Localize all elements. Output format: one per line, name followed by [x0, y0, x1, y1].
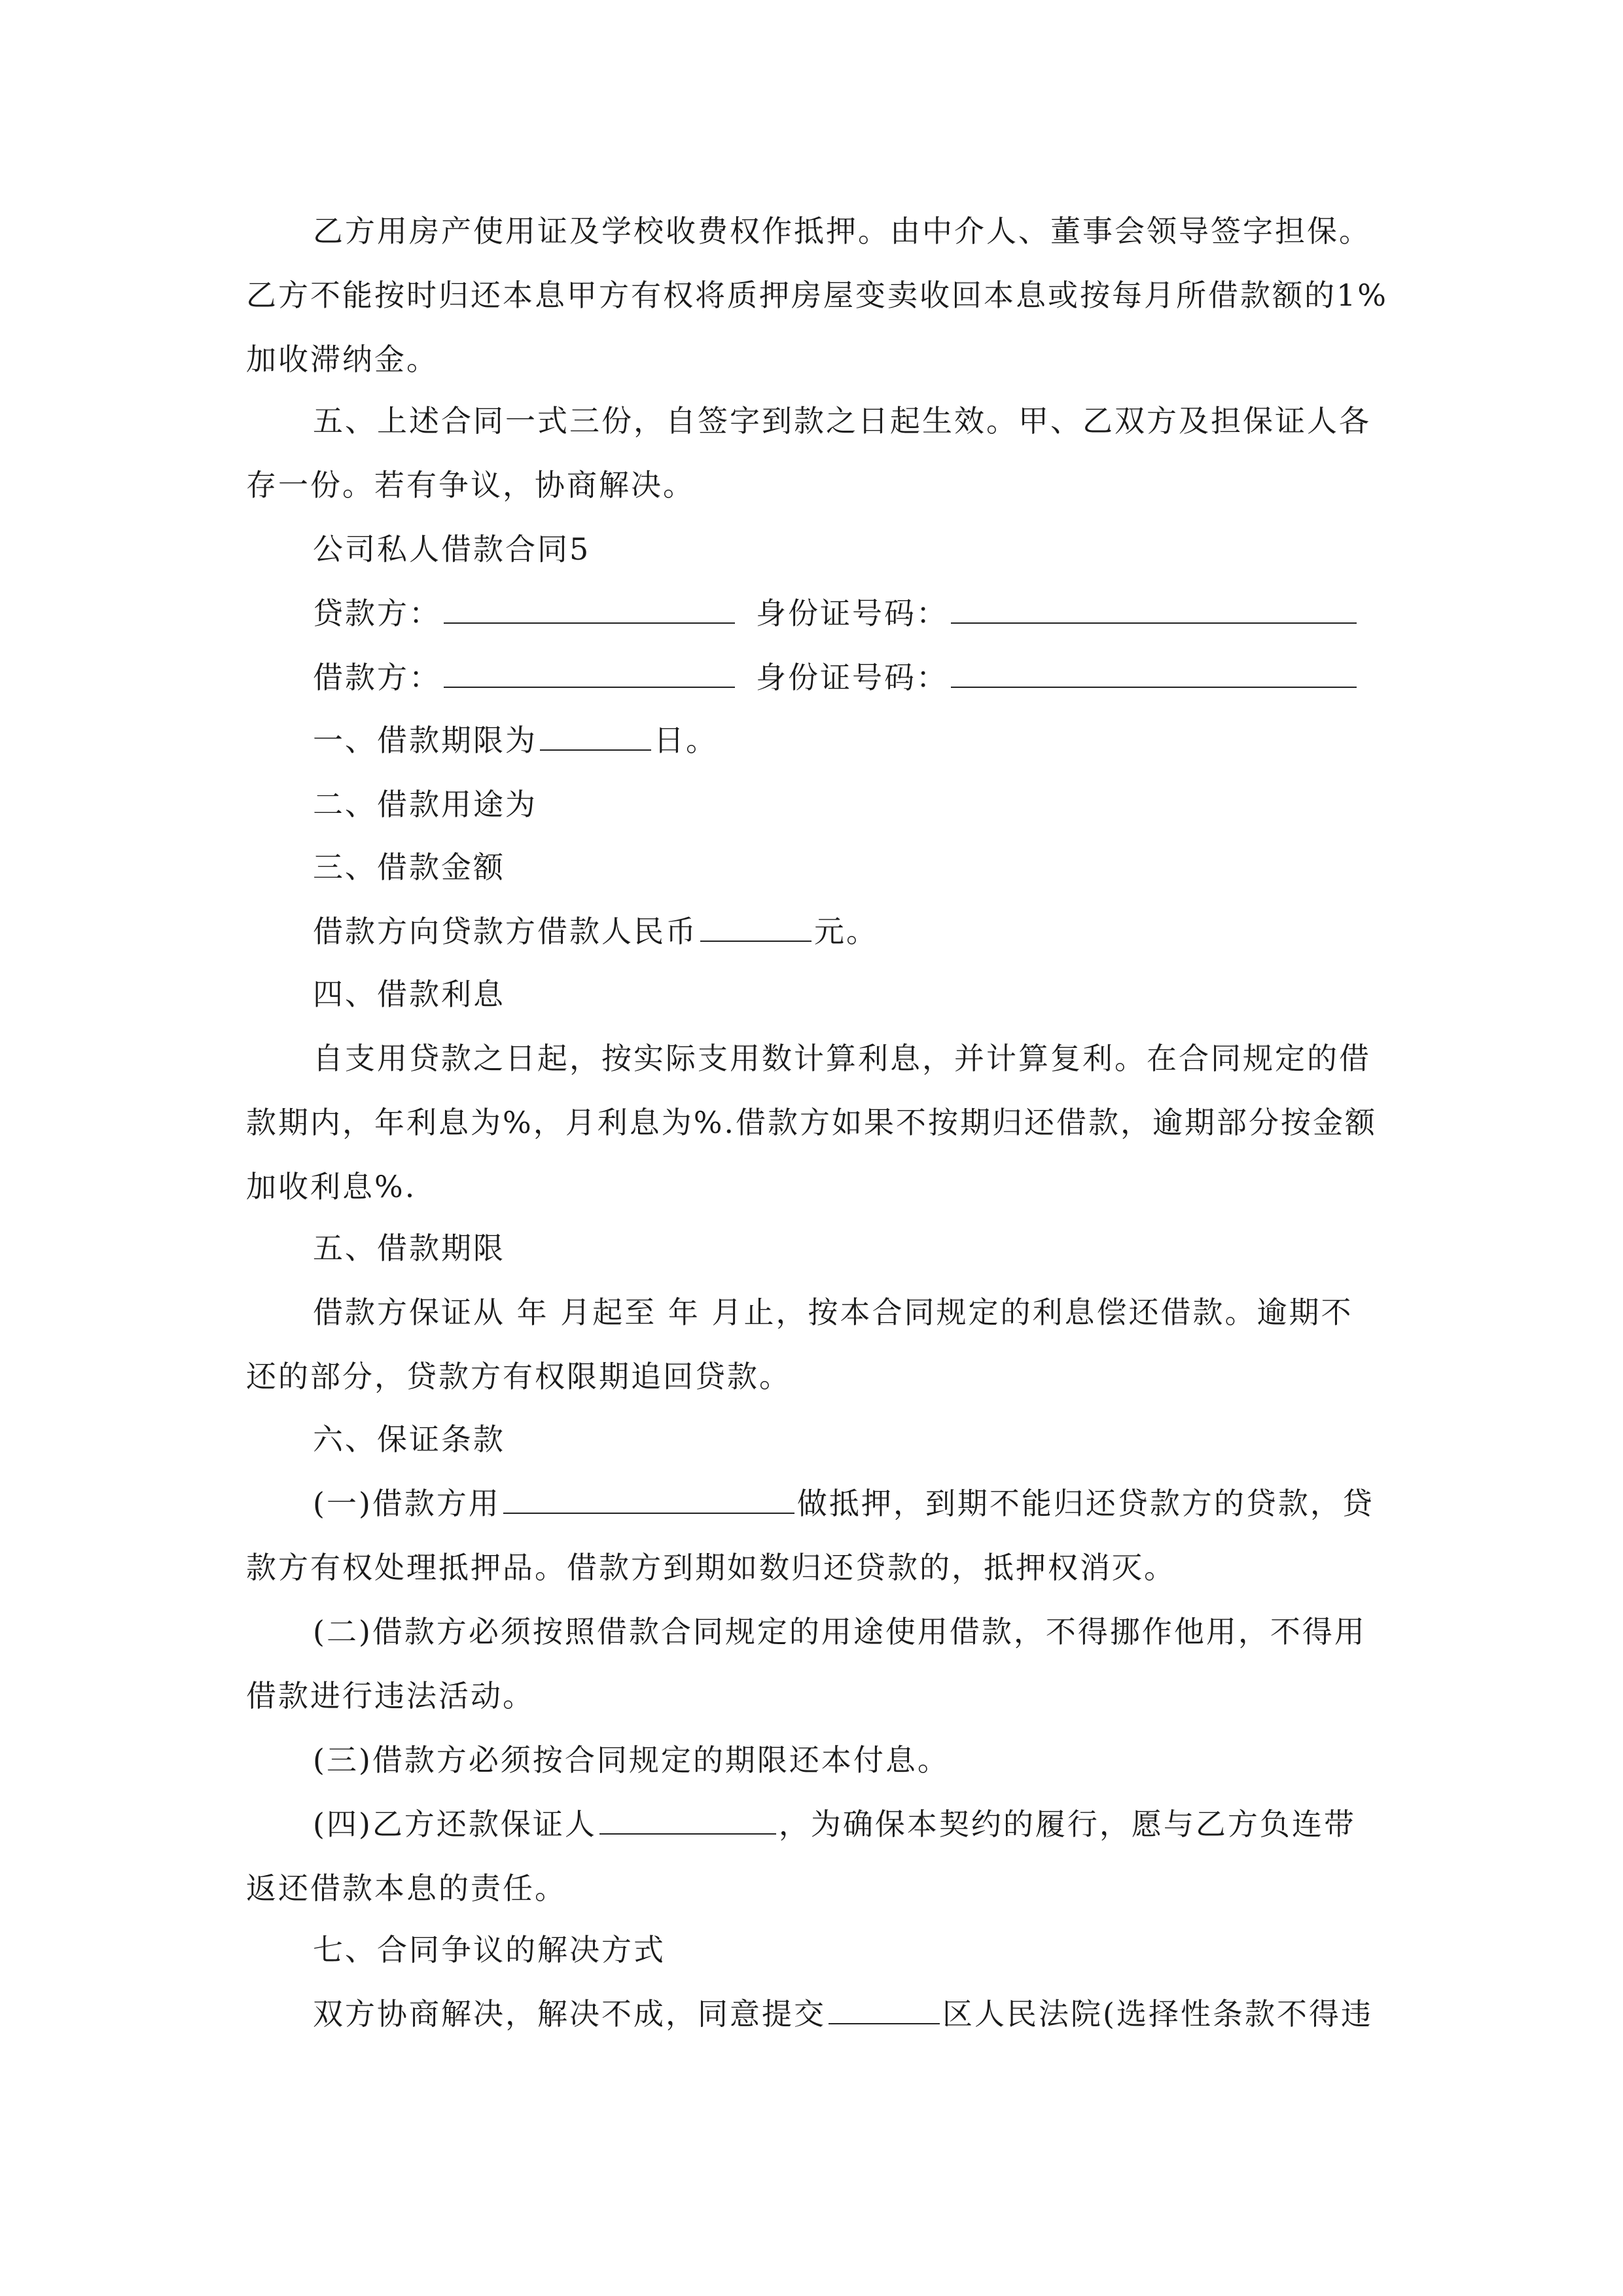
section-7	[246, 1918, 1382, 2046]
collateral-blank[interactable]	[503, 1482, 794, 1514]
text-line: 乙方用房产使用证及学校收费权作抵押。由中介人、董事会领导签字担保。	[313, 213, 1371, 249]
lender-id-blank[interactable]	[951, 592, 1357, 624]
lender-id-label: 身份证号码：	[756, 596, 948, 631]
section-7-body: 双方协商解决，解决不成，同意提交	[313, 1996, 826, 2032]
section-7-heading: 七、合同争议的解决方式	[313, 1932, 666, 1967]
text-line: 五、上述合同一式三份，自签字到款之日起生效。甲、乙双方及担保证人各	[313, 403, 1371, 439]
text-line: 自支用贷款之日起，按实际支用数计算利息，并计算复利。在合同规定的借	[313, 1041, 1371, 1076]
borrower-id-label: 身份证号码：	[756, 660, 948, 695]
section-5-heading: 五、借款期限	[313, 1230, 505, 1266]
lender-label: 贷款方：	[313, 596, 441, 631]
section-3-heading: 三、借款金额	[313, 850, 505, 885]
section-1-suffix: 日。	[654, 723, 718, 758]
borrower-id-blank[interactable]	[951, 656, 1357, 688]
section-3	[246, 835, 1382, 963]
section-3-suffix: 元。	[814, 914, 878, 949]
borrower-name-blank[interactable]	[444, 656, 735, 688]
lender-name-blank[interactable]	[444, 592, 735, 624]
text-line: 款期内，年利息为%，月利息为%.借款方如果不按期归还借款，逾期部分按金额	[246, 1105, 1378, 1140]
section-3-body: 借款方向贷款方借款人民币	[313, 914, 698, 949]
court-district-blank[interactable]	[829, 1993, 940, 2024]
section-1	[246, 708, 1382, 772]
text-line: 借款方保证从 年 月起至 年 月止，按本合同规定的利息偿还借款。逾期不	[313, 1295, 1353, 1330]
section-2-heading: 二、借款用途为	[313, 787, 537, 822]
borrower-label: 借款方：	[313, 660, 441, 695]
section-6-heading: 六、保证条款	[313, 1422, 505, 1457]
clause-4-text-cont: ，为确保本契约的履行，愿与乙方负连带	[778, 1806, 1356, 1842]
paragraph-effectiveness	[246, 389, 1382, 517]
loan-amount-blank[interactable]	[700, 910, 812, 942]
text-line: 返还借款本息的责任。	[246, 1871, 567, 1906]
clause-4-text: (四)乙方还款保证人	[313, 1806, 597, 1842]
clause-1-text: (一)借款方用	[313, 1486, 501, 1521]
text-line: (二)借款方必须按照借款合同规定的用途使用借款，不得挪作他用，不得用	[313, 1614, 1366, 1649]
borrower-row	[313, 645, 1359, 709]
text-line: 款方有权处理抵押品。借款方到期如数归还贷款的，抵押权消灭。	[246, 1550, 1176, 1585]
text-line: 存一份。若有争议，协商解决。	[246, 467, 695, 503]
lender-row	[313, 581, 1359, 645]
section-2	[246, 772, 1382, 836]
section-4-heading: 四、借款利息	[313, 977, 505, 1012]
clause-1-text-cont: 做抵押，到期不能归还贷款方的贷款，贷	[796, 1486, 1374, 1521]
text-line: 借款进行违法活动。	[246, 1678, 535, 1713]
text-line: 加收利息%.	[246, 1169, 417, 1204]
text-line: (三)借款方必须按合同规定的期限还本付息。	[313, 1742, 950, 1778]
section-5	[246, 1216, 1382, 1408]
guarantor-blank[interactable]	[599, 1803, 776, 1835]
text-line: 加收滞纳金。	[246, 342, 438, 377]
section-7-body-cont: 区人民法院(选择性条款不得违	[942, 1996, 1373, 2032]
text-line: 乙方不能按时归还本息甲方有权将质押房屋变卖收回本息或按每月所借款额的1%	[246, 278, 1388, 313]
section-4	[246, 962, 1382, 1219]
section-1-text: 一、借款期限为	[313, 723, 537, 758]
contract-title: 公司私人借款合同5	[313, 531, 591, 567]
text-line: 还的部分，贷款方有权限期追回贷款。	[246, 1359, 791, 1394]
paragraph-collateral	[246, 199, 1388, 391]
loan-days-blank[interactable]	[540, 719, 651, 751]
section-6	[246, 1407, 1382, 1920]
